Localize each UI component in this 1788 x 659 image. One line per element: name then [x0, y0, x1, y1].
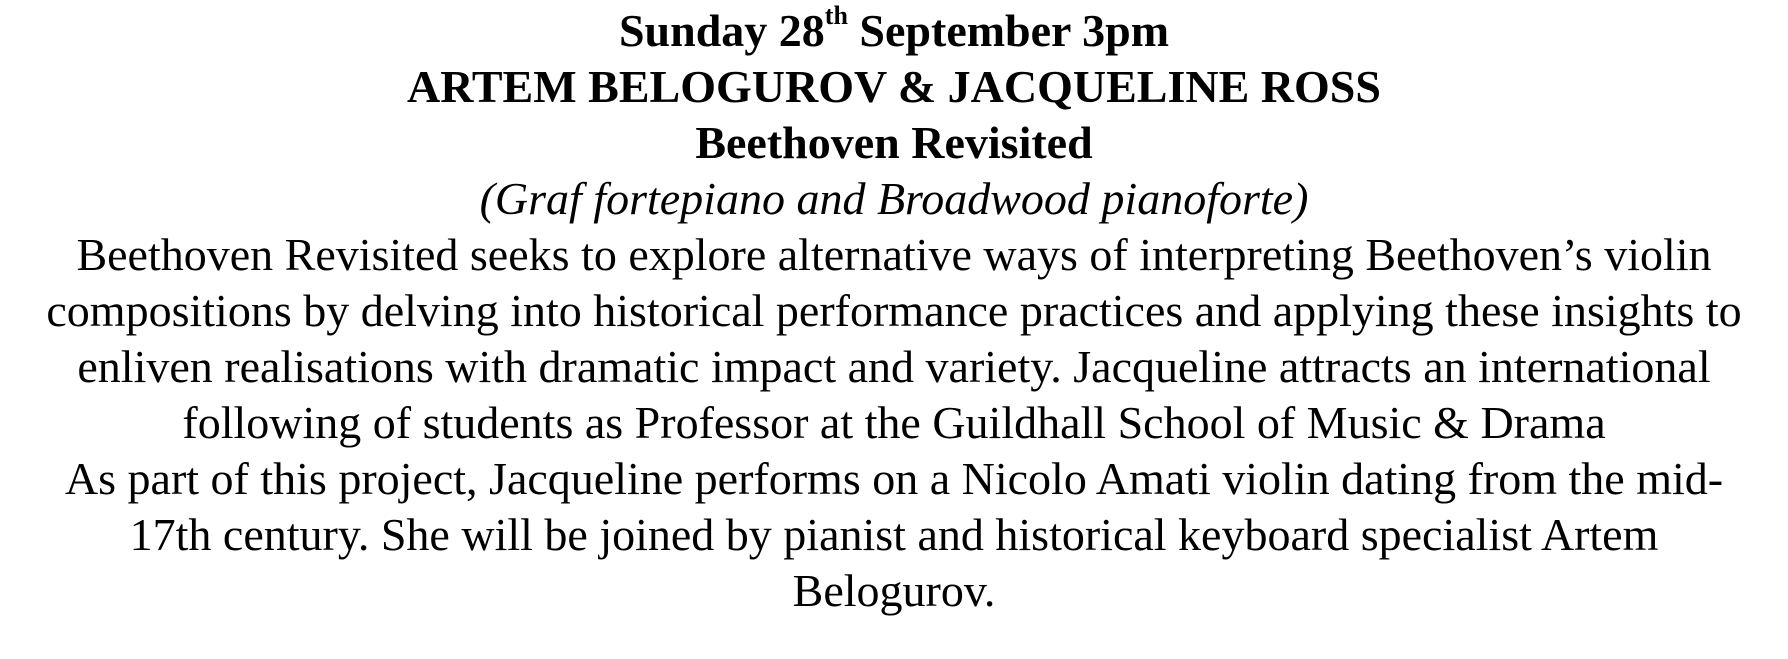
event-date-suffix: th [824, 0, 848, 30]
description-line: Belogurov. [792, 565, 996, 616]
event-performers: ARTEM BELOGUROV & JACQUELINE ROSS [407, 61, 1381, 112]
event-date [0, 0, 1788, 59]
description-line: enliven realisations with dramatic impact and variety. Jacqueline attracts an international [77, 341, 1711, 392]
event-date-day: Sunday 28 [618, 5, 825, 56]
description-line: Beethoven Revisited seeks to explore alternative ways of interpreting Beethoven’s violin [76, 229, 1712, 280]
description-line: compositions by delving into historical performance practices and applying these insights to [46, 285, 1742, 336]
description-line: 17th century. She will be joined by pianist and historical keyboard specialist Artem [129, 509, 1659, 560]
description-line: following of students as Professor at the Guildhall School of Music & Drama [182, 397, 1606, 448]
event-title: Beethoven Revisited [695, 117, 1093, 168]
event-description [0, 227, 1788, 619]
event-date-rest: September 3pm [847, 5, 1170, 56]
description-line: As part of this project, Jacqueline performs on a Nicolo Amati violin dating from the mid- [64, 453, 1724, 504]
event-subtitle: (Graf fortepiano and Broadwood pianoforte) [479, 173, 1309, 224]
